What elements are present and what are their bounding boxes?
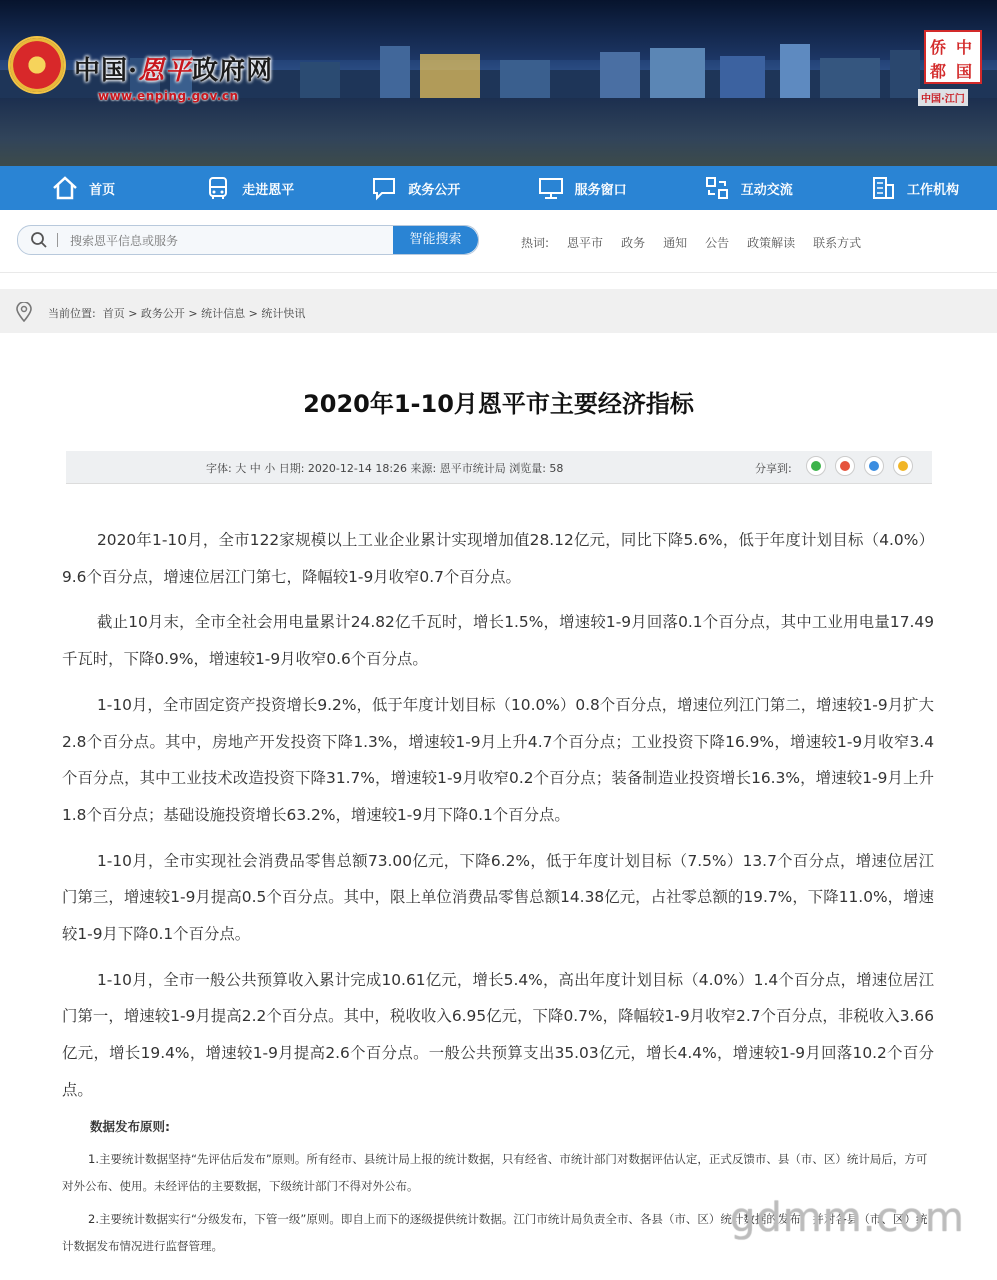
article-paragraph: 1-10月，全市一般公共预算收入累计完成10.61亿元，增长5.4%，高出年度计划目标（4.0%）1.4个百分点，增速位居江门第一，增速较1-9月提高2.2个百分点。其中，税收收入6.95亿元，下降0.7%，降幅较1-9月收窄2.7个百分点，非税收入3.66亿元，增长19.4%，增速较1-9月提高2.6个百分点。一般公共预算支出35.03亿元，增长4.4%，增速较1-9月回落10.2个百分点。 xyxy=(62,970,934,1099)
site-title-suffix: 政府网 xyxy=(192,56,274,86)
weibo-share-icon[interactable] xyxy=(835,456,855,476)
breadcrumb-text[interactable] xyxy=(48,305,305,321)
nav-item-service[interactable] xyxy=(499,166,665,210)
seal-char: 中 xyxy=(956,38,973,57)
watermark: gdmm.com xyxy=(730,1195,965,1241)
breadcrumb xyxy=(0,289,997,333)
interaction-icon xyxy=(703,174,731,202)
data-release-rules xyxy=(62,1113,934,1266)
nav-label: 政务公开 xyxy=(408,182,461,198)
nav-item-agencies[interactable] xyxy=(831,166,997,210)
hot-word-link[interactable]: 政务 xyxy=(621,236,646,250)
seal-char: 都 xyxy=(930,62,947,81)
banner-water xyxy=(0,98,997,166)
national-emblem-icon xyxy=(10,38,64,92)
qq-share-icon[interactable] xyxy=(864,456,884,476)
nav-label: 首页 xyxy=(89,182,116,198)
seal-char: 侨 xyxy=(930,38,947,57)
search-input[interactable] xyxy=(68,230,392,252)
location-pin-icon xyxy=(15,302,33,322)
home-icon xyxy=(51,174,79,202)
monitor-icon xyxy=(537,174,565,202)
article-body xyxy=(62,522,934,1118)
building-icon xyxy=(869,174,897,202)
nav-item-about[interactable] xyxy=(166,166,332,210)
share-label: 分享到: xyxy=(755,462,792,475)
hot-word-link[interactable]: 通知 xyxy=(663,236,688,250)
chat-window-icon xyxy=(370,174,398,202)
rule-item: 1.主要统计数据坚持“先评估后发布”原则。所有经市、县统计局上报的统计数据，只有经省、市统计部门对数据评估认定，正式反馈市、县（市、区）统计局后，方可对外公布、使用。未经评估的主要数据，下级统计部门不得对外公布。 xyxy=(62,1152,928,1193)
nav-label: 走进恩平 xyxy=(242,182,295,198)
wechat-share-icon[interactable] xyxy=(806,456,826,476)
nav-item-home[interactable] xyxy=(0,166,166,210)
rule-item: 2.主要统计数据实行“分级发布，下管一级”原则。即自上而下的逐级提供统计数据。江门市统计局负责全市、各县（市、区）统计数据的发布，并对各县（市、区）统计数据发布情况进行监督管理。 xyxy=(62,1212,928,1253)
qiaodu-seal-logo xyxy=(924,30,982,84)
smart-search-button[interactable]: 智能搜索 xyxy=(393,226,478,254)
article-meta-info: 字体: 大 中 小 日期: 2020-12-14 18:26 来源: 恩平市统计局 浏览量: 58 xyxy=(206,462,564,475)
nav-label: 互动交流 xyxy=(740,182,793,198)
hot-words xyxy=(521,234,861,251)
rules-heading: 数据发布原则: xyxy=(90,1119,170,1134)
hot-word-link[interactable]: 公告 xyxy=(705,236,730,250)
seal-caption: 中国·江门 xyxy=(918,89,968,106)
article-paragraph: 截止10月末，全市全社会用电量累计24.82亿千瓦时，增长1.5%，增速较1-9月回落0.1个百分点，其中工业用电量17.49千瓦时，下降0.9%，增速较1-9月收窄0.6个百分点。 xyxy=(62,613,934,669)
favorite-share-icon[interactable] xyxy=(893,456,913,476)
article-paragraph: 2020年1-10月，全市122家规模以上工业企业累计实现增加值28.12亿元，同比下降5.6%，低于年度计划目标（4.0%）9.6个百分点，增速位居江门第七，降幅较1-9月收窄0.7个百分点。 xyxy=(62,531,934,586)
breadcrumb-path[interactable]: 首页 > 政务公开 > 统计信息 > 统计快讯 xyxy=(102,307,306,320)
search-row xyxy=(0,210,997,273)
nav-item-interaction[interactable] xyxy=(665,166,831,210)
article-meta-bar xyxy=(66,451,932,484)
hot-word-link[interactable]: 恩平市 xyxy=(567,236,604,250)
search-separator xyxy=(57,233,58,247)
bus-icon xyxy=(204,174,232,202)
nav-item-gov-affairs[interactable] xyxy=(332,166,498,210)
header-banner xyxy=(0,0,997,166)
hot-words-label: 热词: xyxy=(521,236,550,250)
nav-label: 服务窗口 xyxy=(574,182,627,198)
site-url: www.enping.gov.cn xyxy=(98,89,239,103)
site-title[interactable] xyxy=(74,50,273,87)
search-icon xyxy=(30,231,48,249)
nav-label: 工作机构 xyxy=(906,182,959,198)
site-title-name: 恩平 xyxy=(138,56,193,86)
main-nav xyxy=(0,166,997,210)
article-title: 2020年1-10月恩平市主要经济指标 xyxy=(303,390,694,418)
hot-word-link[interactable]: 联系方式 xyxy=(813,236,862,250)
article-paragraph: 1-10月，全市固定资产投资增长9.2%，低于年度计划目标（10.0%）0.8个百分点，增速位列江门第二，增速较1-9月扩大2.8个百分点。其中，房地产开发投资下降1.3%，增速较1-9月上升4.7个百分点；工业投资下降16.9%，增速较1-9月收窄3.4个百分点，其中工业技术改造投资下降31.7%，增速较1-9月收窄0.2个百分点；装备制造业投资增长16.3%，增速较1-9月上升1.8个百分点；基础设施投资增长63.2%，增速较1-9月下降0.1个百分点。 xyxy=(62,695,934,824)
seal-char: 国 xyxy=(956,62,973,81)
article-paragraph: 1-10月，全市实现社会消费品零售总额73.00亿元，下降6.2%，低于年度计划目标（7.5%）13.7个百分点，增速位居江门第三，增速较1-9月提高0.5个百分点。其中，限上单位消费品零售总额14.38亿元，占社零总额的19.7%，下降11.0%，增速较1-9月下降0.1个百分点。 xyxy=(62,851,934,944)
breadcrumb-label: 当前位置: xyxy=(48,307,96,320)
hot-word-link[interactable]: 政策解读 xyxy=(747,236,796,250)
site-title-prefix: 中国· xyxy=(74,56,139,86)
